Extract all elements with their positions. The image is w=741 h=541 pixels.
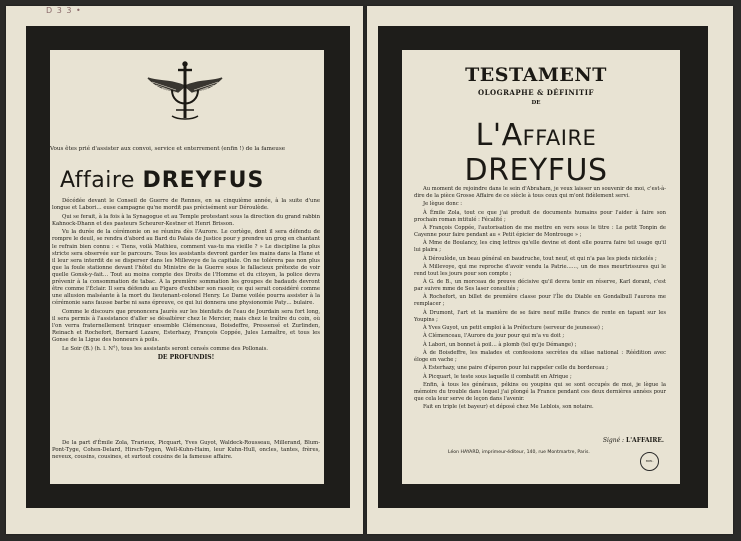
left-paragraph: Qui se ferait, à la fois à la Synagogue et au Temple protestant sous la direction du grand rabbin Kahnock-Dhann et des pasteurs Scheurer-Kestner et Henri Brisson. bbox=[52, 213, 320, 227]
right-paragraph: Je lègue donc : bbox=[423, 201, 462, 208]
right-paragraph: Enfin, à tous les généraux, pékins ou youpins qui se sont occupés de moi, je lègue la mémoire du trouble dans lequel j'ai plongé la France pendant ces deux dernières années pour que cela leur serve de leçon dans l'avenir. bbox=[414, 382, 666, 402]
right-paragraph: Au moment de rejoindre dans le sein d'Abraham, je veux laisser un souvenir de moi, c'est-à-dire de la pièce Grosse Affaire de ce siècle à tous ceux qui m'ont fidèlement servi. bbox=[414, 186, 666, 199]
right-border-right bbox=[680, 50, 708, 484]
sign-name: L'AFFAIRE. bbox=[626, 437, 664, 444]
right-body bbox=[414, 186, 666, 413]
right-title-olographe: OLOGRAPHE & DÉFINITIF bbox=[477, 88, 595, 97]
title-smallcaps: FFAIRE bbox=[522, 126, 597, 150]
right-paragraph: À Labori, un bonnet à poil… à plomb (tel qu'je Démange) ; bbox=[423, 341, 577, 348]
right-border-top bbox=[378, 26, 708, 50]
right-main-title bbox=[404, 118, 668, 188]
right-paragraph: À Déroulède, un beau général en baudruche, tout neuf, et qui n'a pas les pieds nickelés ; bbox=[423, 255, 657, 262]
left-paragraph: Décédée devant le Conseil de Guerre de Rennes, en sa cinquième année, à la suite d'une longue et Labori… euse campagne qu'ne mordit pas précisément sur Déroulède. bbox=[52, 198, 320, 212]
title-article: L' bbox=[475, 118, 502, 153]
printer-line: Léon HAYARD, imprimeur-éditeur, 140, rue Montmartre, Paris. bbox=[448, 450, 590, 455]
title-dreyfus: DREYFUS bbox=[464, 153, 608, 188]
right-paragraph: À Millevoye, qui me reproche d'avoir vendu la Patrie……, un de mes meurtrissures qui le rend tout les jours pour son compte ; bbox=[414, 263, 666, 277]
title-initial: A bbox=[501, 118, 523, 153]
left-closing: DE PROFUNDIS! bbox=[157, 354, 215, 362]
signature bbox=[500, 437, 664, 444]
right-paragraph: À Yves Guyot, un petit emploi à la Préfecture (serveur de jeunesse) ; bbox=[423, 325, 604, 332]
right-paragraph: À Clémenceau, l'Aurore du jour pour qui m'a vu doit ; bbox=[423, 333, 565, 340]
left-title-plain: Affaire bbox=[60, 168, 135, 193]
right-paragraph: À G. de B., un morceau de preuve décisive qu'il devra tenir en réserve, Karl dorant, c'est par suivre mme de Ses laser consultés ; bbox=[414, 279, 666, 293]
left-border-right bbox=[324, 50, 350, 484]
right-paragraph: À Picquart, le teste sous laquelle il combatit en Afrique ; bbox=[423, 373, 572, 380]
right-paragraph: À Rochefort, un billet de première classe pour l'Île du Diable en Gondalbull l'aurons me remplacer ; bbox=[414, 294, 666, 308]
left-paragraph: Le Soir (B.) (h. l. N°), tous les assistants seront censés comme des Pollonais. bbox=[62, 345, 268, 352]
left-border-bottom bbox=[26, 484, 350, 508]
winged-cross-emblem bbox=[142, 60, 228, 126]
right-paragraph: À Émile Zola, tout ce que j'ai produit de documents humains pour l'aider à faire son prochain roman intitulé : Fécalité ; bbox=[414, 209, 666, 223]
left-title-bold: DREYFUS bbox=[142, 168, 265, 193]
right-paragraph: À de Boisdeffre, les malades et confessions secrètes du siliae national : Réédition avec éloge en vache ; bbox=[414, 350, 666, 364]
left-border-top bbox=[26, 26, 350, 50]
left-border-left bbox=[26, 50, 50, 484]
right-border-left bbox=[378, 50, 402, 484]
right-border-bottom bbox=[378, 484, 708, 508]
sign-label: Signé : bbox=[602, 437, 625, 444]
invitation-line: Vous êtes prié d'assister aux convoi, service et enterrement (enfin !) de la fameuse bbox=[50, 146, 286, 152]
right-paragraph: À Drumont, l'art et la manière de se faire neuf mille francs de rente en tapant sur les Youpins ; bbox=[414, 309, 666, 323]
left-body bbox=[52, 198, 320, 363]
right-paragraph: À François Coppée, l'autorisation de me mettre en vers sous le titre : Le petit Tonpin de Cayenne pour faire pendant au « Petit épicier de Montrouge » ; bbox=[414, 224, 666, 238]
library-stamp: BIBL bbox=[640, 452, 659, 471]
left-paragraph: Vu la durée de la cérémonie on se réunira dès l'Aurore. Le cortège, dont il sera défendu de rompre le deuil, se rendra d'abord au Bard du Palais de Justice pour y prendre un grog en chantant le refrain bien connu : « Tiens, voilà Mathieu, comment vas-tu ma vieille ? » Le discipline la plus stricte sera observée sur le parcours. Tous les assistants devront garder les mains dans la Hane et il leur sera interdit de se disperser dans les Millevoye de la capitale. On ne tolérera pas non plus que la foule stationne devant l'hôtel du Ministre de la Guerre sous le fallacieux prétexte de voir quelle Gonsk-y-fait… Tout au moins compte des Droits de l'Homme et du citoyen, la police devra prévenir à la consommation de tabac. À la première sommation les groupes de badauds devront être comme l'Éclair. Il sera défendu au Figaro d'exhiber son rasoir, ce qui serait considéré comme une allusion malséante à la mort du lieutenant-colonel Henry. Le Dame voilée pourra assister à la cérémonie sans fausse barbe ni sans épreuve, ce qui lui donnera une physionomie Paty… bulaire. bbox=[52, 229, 320, 307]
archive-mark: D 3 3 • bbox=[46, 6, 82, 15]
left-paragraph: Comme le discours que prononcera Jaurès sur les bienfaits de l'eau de Jourdain sera fort long, il sera permis à l'assistance d'aller se désaltérer chez le Mercier, mais chez le traître du coin, où l'on verra fraternellement trinquer ensemble Clémenceau, Boisdeffre, Pressensé et Zurlinden, Reinach et Rochefort, Bernard Lazare, Esterhazy, François Coppée, Jules Lemaître, et tous les Gonse de la Ligue des honneurs à poils. bbox=[52, 308, 320, 344]
right-title-de: DE bbox=[531, 100, 541, 106]
right-paragraph: Fait en triple (et bayeur) et déposé chez Me Leblois, son notaire. bbox=[423, 404, 594, 411]
left-title bbox=[60, 168, 320, 193]
right-paragraph: À Esterhazy, une paire d'éperon pour lui rappeler celle du bordereau ; bbox=[423, 365, 609, 372]
left-footer: De la part d'Émile Zola, Trarieux, Picquart, Yves Guyot, Waldeck-Rousseau, Millerand, Blum-Pont-Tyge, Cohen-Delard, Hirsch-Tygen, Well-Kuhn-Haim, leur Kuhn-Hull, oncles, tantes, frères, neveux, cousins, cousines, et surtout cousins de la fameuse affaire. bbox=[52, 440, 320, 461]
right-paragraph: À Mme de Boulancy, les cinq lettres qu'elle devine et dont elle pourra faire tel usage qu'il lui plaira ; bbox=[414, 240, 666, 254]
right-title-testament: TESTAMENT bbox=[465, 64, 607, 86]
